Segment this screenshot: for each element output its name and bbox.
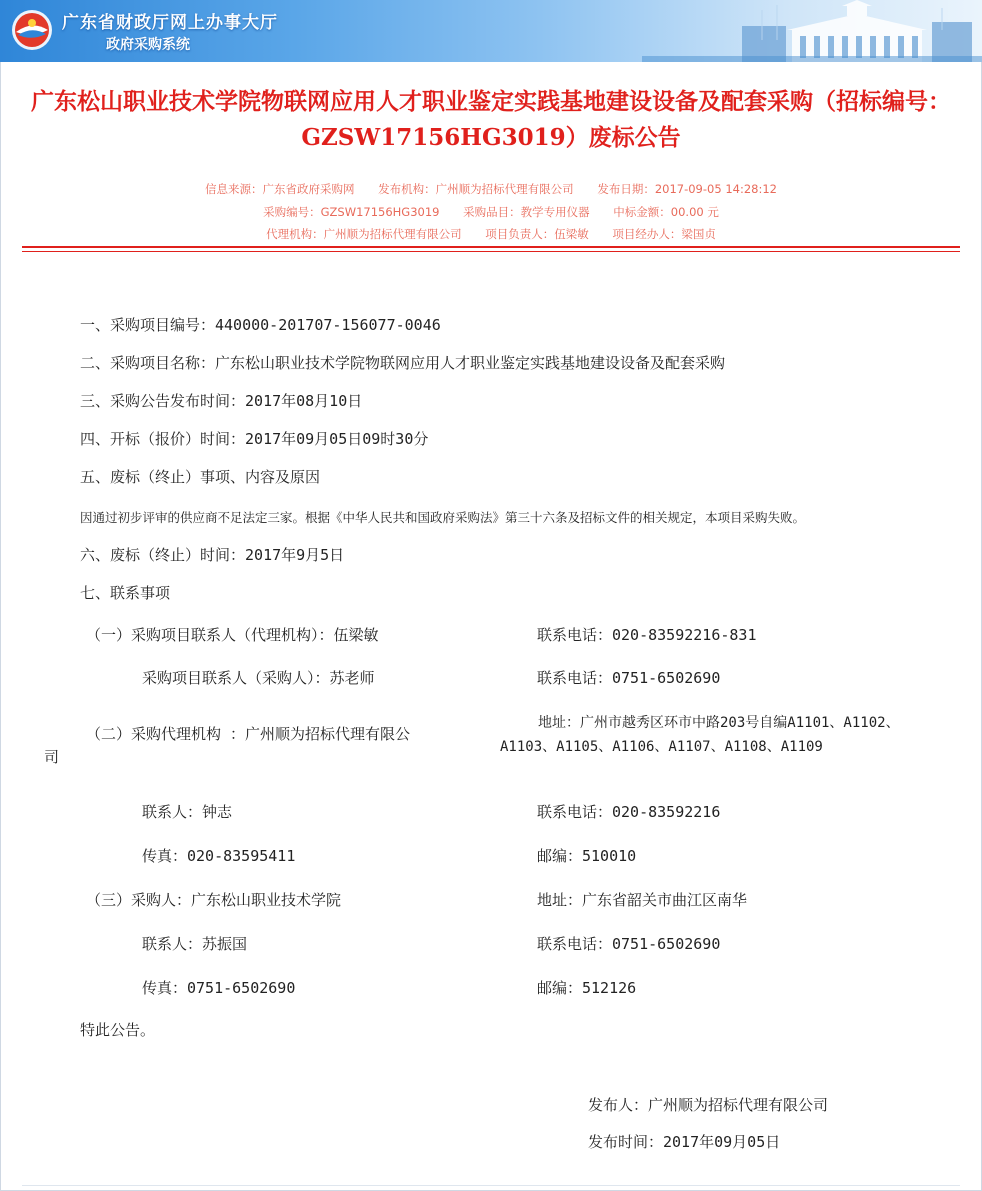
buyer-fax: 传真：0751-6502690 [142,979,296,997]
agency-fax: 传真：020-83595411 [142,847,296,865]
meta-date: 发布日期：2017-09-05 14:28:12 [597,182,777,196]
meta-proc-no: 采购编号：GZSW17156HG3019 [263,205,440,219]
signature-time: 发布时间：2017年09月05日 [588,1133,781,1151]
agency-contact: 联系人：钟志 [142,803,233,821]
meta-amount: 中标金额：00.00 元 [613,205,719,219]
page-title: 广东松山职业技术学院物联网应用人才职业鉴定实践基地建设设备及配套采购（招标编号：GZSW17156HG3019）废标公告 [31,88,951,151]
item-contact-heading: 七、联系事项 [80,584,171,602]
logo-icon [10,8,54,52]
buyer-name: （三）采购人：广东松山职业技术学院 [86,891,342,909]
item-project-name: 二、采购项目名称：广东松山职业技术学院物联网应用人才职业鉴定实践基地建设设备及配套采购 [80,354,726,372]
agent-contact: （一）采购项目联系人（代理机构）：伍梁敏 [86,626,379,644]
buyer-contact-person: 联系人：苏振国 [142,935,248,953]
meta-line-2 [0,204,982,220]
item-project-number: 一、采购项目编号：440000-201707-156077-0046 [80,316,441,334]
cancel-reason-text: 因通过初步评审的供应商不足法定三家。根据《中华人民共和国政府采购法》第三十六条及招标文件的相关规定，本项目采购失败。 [80,510,806,525]
item-open-time: 四、开标（报价）时间：2017年09月05日09时30分 [80,430,429,448]
meta-project-lead: 项目负责人：伍梁敏 [485,227,589,241]
agency-zip: 邮编：510010 [537,847,637,865]
buyer-zip: 邮编：512126 [537,979,637,997]
notice-closing: 特此公告。 [80,1021,156,1039]
agency-address: 地址：广州市越秀区环市中路203号自编A1101、A1102、A1103、A1105、A1106、A1107、A1108、A1109 [500,715,900,755]
header-banner [0,0,982,62]
site-title: 广东省财政厅网上办事大厅 [62,13,278,33]
building-illustration [642,0,982,62]
item-announce-time: 三、采购公告发布时间：2017年08月10日 [80,392,363,410]
divider-thick [22,246,960,248]
agency-name: （二）采购代理机构 ：广州顺为招标代理有限公 [86,725,411,743]
signature-publisher: 发布人：广州顺为招标代理有限公司 [588,1096,829,1114]
meta-category: 采购品目：教学专用仪器 [463,205,590,219]
meta-handler: 项目经办人：梁国贞 [612,227,716,241]
meta-line-1 [0,181,982,197]
footer-divider [22,1185,960,1186]
site-subtitle: 政府采购系统 [106,37,190,53]
agency-phone: 联系电话：020-83592216 [537,803,721,821]
buyer-contact: 采购项目联系人（采购人）：苏老师 [142,669,375,687]
buyer-address: 地址：广东省韶关市曲江区南华 [537,891,748,909]
agency-name-tail: 司 [44,748,60,766]
agent-phone: 联系电话：020-83592216-831 [537,626,757,644]
meta-agency: 代理机构：广州顺为招标代理有限公司 [266,227,462,241]
buyer-contact-phone: 联系电话：0751-6502690 [537,935,721,953]
item-cancel-reason-heading: 五、废标（终止）事项、内容及原因 [80,468,321,486]
meta-line-3 [0,226,982,242]
meta-source: 信息来源：广东省政府采购网 [205,182,355,196]
divider-thin [22,251,960,252]
meta-publisher: 发布机构：广州顺为招标代理有限公司 [378,182,574,196]
buyer-phone: 联系电话：0751-6502690 [537,669,721,687]
item-cancel-time: 六、废标（终止）时间：2017年9月5日 [80,546,345,564]
